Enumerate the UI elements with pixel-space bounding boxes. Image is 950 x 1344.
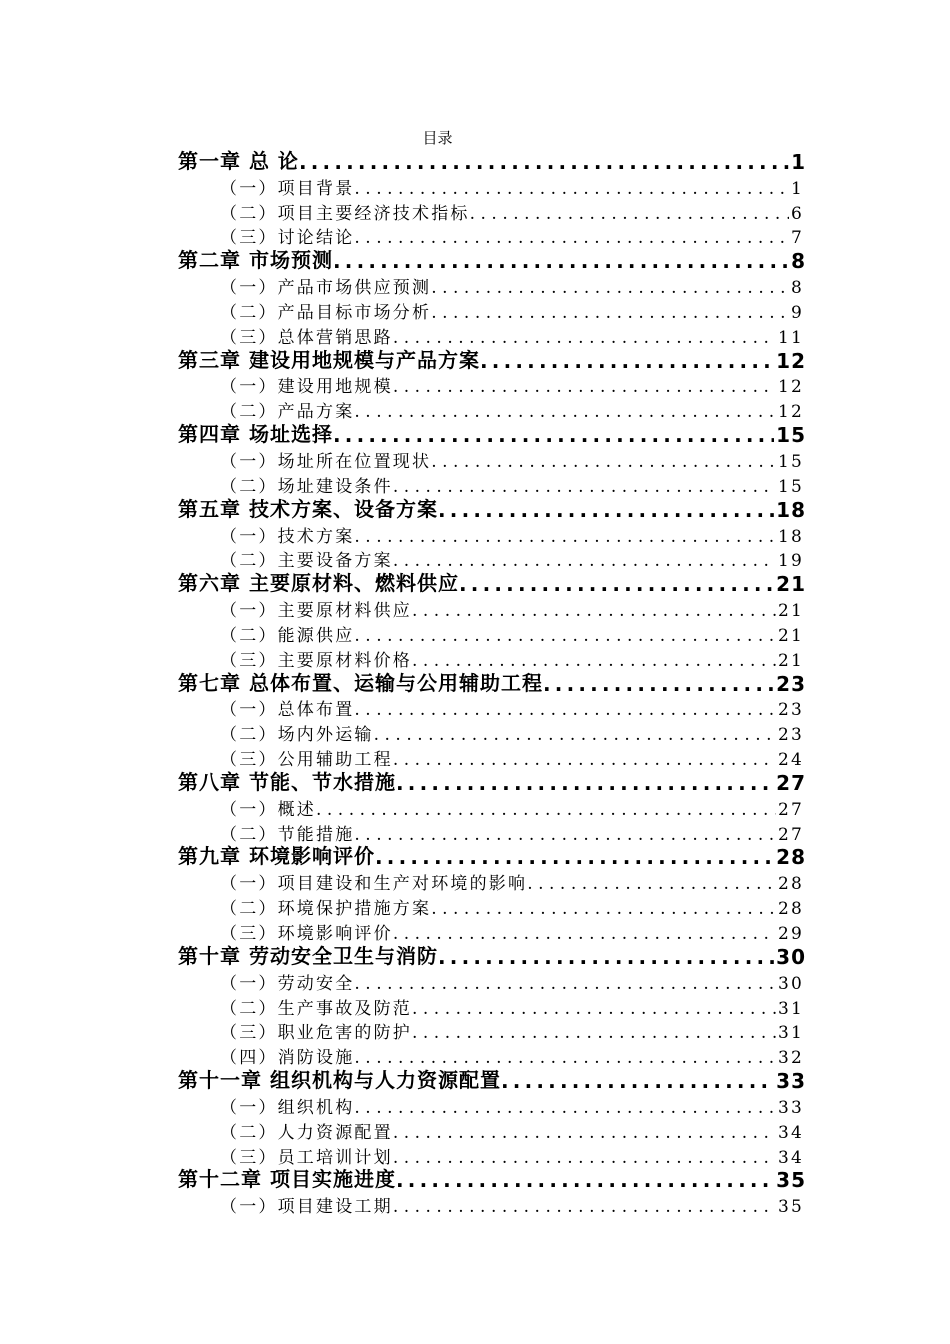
toc-page-number: 34: [777, 1147, 804, 1168]
toc-page-number: 30: [777, 973, 804, 994]
toc-page-number: 15: [777, 451, 804, 472]
toc-page-number: 24: [777, 750, 804, 771]
toc-section-entry[interactable]: [178, 820, 804, 845]
toc-section-entry[interactable]: [178, 273, 804, 298]
toc-section-entry[interactable]: [178, 869, 804, 894]
toc-section-entry[interactable]: [178, 323, 804, 348]
toc-dot-leader: [543, 672, 774, 696]
toc-page-number: 23: [776, 671, 806, 696]
toc-entry-label: （二）环境保护措施方案: [220, 899, 432, 920]
toc-section-entry[interactable]: [178, 522, 804, 547]
toc-dot-leader: [316, 800, 776, 820]
toc-dot-leader: [354, 626, 776, 646]
toc-page-number: 12: [776, 348, 806, 373]
toc-dot-leader: [396, 1168, 774, 1192]
toc-entry-label: 第十一章 组织机构与人力资源配置: [178, 1068, 501, 1093]
toc-page-number: 27: [776, 770, 806, 795]
toc-section-entry[interactable]: [178, 373, 804, 398]
toc-section-entry[interactable]: [178, 969, 804, 994]
toc-entry-label: （二）项目主要经济技术指标: [220, 203, 470, 224]
toc-page-number: 1: [790, 178, 804, 199]
toc-page-number: 35: [776, 1168, 806, 1193]
toc-chapter-entry[interactable]: [178, 571, 806, 596]
toc-dot-leader: [459, 572, 774, 596]
toc-entry-label: （一）概述: [220, 799, 316, 820]
toc-dot-leader: [354, 228, 789, 248]
toc-entry-label: 第七章 总体布置、运输与公用辅助工程: [178, 670, 543, 695]
toc-entry-label: （一）技术方案: [220, 526, 355, 547]
toc-page-number: 19: [777, 551, 804, 572]
toc-dot-leader: [393, 750, 776, 770]
toc-entry-label: （二）节能措施: [220, 824, 355, 845]
toc-dot-leader: [527, 874, 776, 894]
toc-entry-label: （三）职业危害的防护: [220, 1023, 412, 1044]
toc-chapter-entry[interactable]: [178, 671, 806, 696]
toc-dot-leader: [393, 551, 776, 571]
toc-dot-leader: [393, 477, 776, 497]
toc-entry-label: （二）场内外运输: [220, 725, 374, 746]
toc-section-entry[interactable]: [178, 199, 804, 224]
toc-page-number: 29: [777, 924, 804, 944]
toc-dot-leader: [354, 402, 776, 422]
toc-dot-leader: [354, 700, 776, 720]
toc-section-entry[interactable]: [178, 1143, 804, 1168]
toc-chapter-entry[interactable]: [178, 1068, 806, 1093]
toc-page-number: 8: [791, 249, 806, 274]
toc-page-number: 32: [777, 1048, 804, 1069]
toc-entry-label: 第五章 技术方案、设备方案: [178, 496, 438, 521]
toc-dot-leader: [299, 150, 789, 174]
toc-page-number: 21: [777, 625, 804, 646]
toc-page-number: 31: [777, 1023, 804, 1044]
toc-entry-label: （二）场址建设条件: [220, 476, 393, 497]
toc-section-entry[interactable]: [178, 1192, 804, 1217]
toc-page-number: 7: [790, 228, 804, 249]
toc-section-entry[interactable]: [178, 1043, 804, 1068]
toc-section-entry[interactable]: [178, 298, 804, 323]
toc-page-number: 34: [777, 1122, 804, 1143]
toc-section-entry[interactable]: [178, 720, 804, 745]
toc-dot-leader: [438, 498, 774, 522]
toc-page-number: 1: [791, 149, 806, 174]
toc-section-entry[interactable]: [178, 745, 804, 770]
toc-page-number: 18: [777, 526, 804, 547]
toc-section-entry[interactable]: [178, 894, 804, 919]
toc-chapter-entry[interactable]: [178, 149, 806, 174]
toc-entry-label: （四）消防设施: [220, 1048, 355, 1069]
toc-entry-label: （二）生产事故及防范: [220, 998, 412, 1019]
toc-section-entry[interactable]: [178, 447, 804, 472]
toc-dot-leader: [480, 349, 774, 373]
toc-dot-leader: [470, 204, 789, 224]
toc-entry-label: （三）总体营销思路: [220, 327, 393, 348]
toc-entry-label: 第八章 节能、节水措施: [178, 770, 396, 794]
toc-section-entry[interactable]: [178, 919, 804, 944]
toc-section-entry[interactable]: [178, 174, 804, 199]
toc-chapter-entry[interactable]: [178, 770, 806, 795]
toc-section-entry[interactable]: [178, 472, 804, 497]
toc-entry-label: （一）项目建设工期: [220, 1197, 393, 1218]
toc-entry-label: （二）产品方案: [220, 402, 355, 423]
toc-dot-leader: [501, 1069, 774, 1093]
toc-page-number: 27: [777, 824, 804, 845]
toc-entry-label: 第十章 劳动安全卫生与消防: [178, 944, 438, 968]
toc-section-entry[interactable]: [178, 1118, 804, 1143]
toc-entry-label: （一）建设用地规模: [220, 377, 393, 398]
toc-page-number: 12: [777, 377, 804, 398]
toc-dot-leader: [438, 945, 774, 969]
toc-page-number: 33: [777, 1097, 804, 1118]
toc-entry-label: 第十二章 项目实施进度: [178, 1167, 396, 1192]
toc-page-number: 6: [790, 203, 804, 224]
toc-section-entry[interactable]: [178, 547, 804, 572]
toc-page-number: 9: [790, 302, 804, 323]
toc-dot-leader: [431, 303, 789, 323]
toc-dot-leader: [354, 974, 776, 994]
toc-page-number: 11: [777, 327, 804, 348]
toc-entry-label: 第九章 环境影响评价: [178, 844, 375, 869]
toc-dot-leader: [393, 1197, 776, 1217]
toc-entry-label: （二）产品目标市场分析: [220, 302, 432, 323]
toc-section-entry[interactable]: [178, 1019, 804, 1044]
toc-dot-leader: [393, 924, 776, 944]
toc-section-entry[interactable]: [178, 795, 804, 820]
toc-dot-leader: [375, 845, 774, 869]
toc-entry-label: （三）员工培训计划: [220, 1147, 393, 1168]
toc-page-number: 18: [776, 497, 806, 522]
toc-dot-leader: [412, 999, 776, 1019]
toc-section-entry[interactable]: [178, 224, 804, 249]
toc-entry-label: （一）劳动安全: [220, 973, 355, 994]
toc-section-entry[interactable]: [178, 596, 804, 621]
toc-page-number: 23: [777, 725, 804, 746]
toc-page-number: 21: [777, 650, 804, 671]
toc-list: [178, 149, 806, 1217]
toc-entry-label: （一）产品市场供应预测: [220, 278, 432, 299]
toc-chapter-entry[interactable]: [178, 248, 806, 273]
toc-chapter-entry[interactable]: [178, 422, 806, 447]
toc-dot-leader: [354, 825, 776, 845]
toc-entry-label: （一）主要原材料供应: [220, 601, 412, 622]
toc-dot-leader: [396, 771, 774, 795]
toc-dot-leader: [431, 278, 789, 298]
toc-section-entry[interactable]: [178, 621, 804, 646]
toc-entry-label: 第四章 场址选择: [178, 422, 333, 447]
toc-dot-leader: [393, 1148, 776, 1168]
toc-entry-label: （三）公用辅助工程: [220, 750, 393, 771]
toc-dot-leader: [333, 423, 774, 447]
toc-dot-leader: [412, 601, 776, 621]
toc-section-entry[interactable]: [178, 646, 804, 671]
toc-entry-label: 第三章 建设用地规模与产品方案: [178, 347, 480, 372]
toc-page-number: 31: [777, 998, 804, 1019]
toc-chapter-entry[interactable]: [178, 1168, 806, 1193]
toc-chapter-entry[interactable]: [178, 944, 806, 969]
toc-dot-leader: [354, 527, 776, 547]
toc-entry-label: （二）能源供应: [220, 625, 355, 646]
toc-dot-leader: [333, 249, 789, 273]
toc-title: 目录: [422, 129, 453, 147]
toc-page-number: 35: [777, 1197, 804, 1218]
toc-page-number: 28: [776, 845, 806, 870]
toc-section-entry[interactable]: [178, 397, 804, 422]
toc-section-entry[interactable]: [178, 1093, 804, 1118]
toc-page-number: 15: [776, 423, 806, 448]
toc-dot-leader: [393, 377, 776, 397]
toc-section-entry[interactable]: [178, 696, 804, 721]
toc-dot-leader: [393, 328, 776, 348]
toc-dot-leader: [354, 179, 789, 199]
toc-dot-leader: [431, 899, 776, 919]
toc-page-number: 33: [776, 1069, 806, 1094]
toc-chapter-entry[interactable]: [178, 845, 806, 870]
toc-page-number: 21: [777, 601, 804, 622]
toc-entry-label: 第六章 主要原材料、燃料供应: [178, 571, 459, 596]
toc-dot-leader: [431, 452, 776, 472]
toc-page-number: 21: [776, 572, 806, 597]
toc-entry-label: （二）主要设备方案: [220, 551, 393, 572]
toc-entry-label: （三）主要原材料价格: [220, 650, 412, 671]
toc-entry-label: （一）项目背景: [220, 178, 355, 199]
toc-dot-leader: [374, 725, 776, 745]
toc-dot-leader: [354, 1098, 776, 1118]
toc-page-number: 27: [777, 799, 804, 820]
toc-page-number: 8: [790, 278, 804, 299]
toc-page-number: 23: [777, 700, 804, 721]
toc-chapter-entry[interactable]: [178, 497, 806, 522]
toc-page-number: 12: [777, 402, 804, 423]
toc-page-number: 28: [777, 874, 804, 895]
toc-dot-leader: [412, 1023, 776, 1043]
toc-chapter-entry[interactable]: [178, 348, 806, 373]
toc-entry-label: （三）讨论结论: [220, 228, 355, 249]
toc-dot-leader: [393, 1123, 776, 1143]
toc-entry-label: （一）组织机构: [220, 1097, 355, 1118]
toc-entry-label: （一）场址所在位置现状: [220, 451, 432, 472]
toc-entry-label: （二）人力资源配置: [220, 1122, 393, 1143]
toc-entry-label: （一）项目建设和生产对环境的影响: [220, 874, 528, 895]
toc-page-number: 15: [777, 476, 804, 497]
toc-entry-label: 第一章 总 论: [178, 149, 299, 173]
toc-page-number: 28: [777, 899, 804, 920]
toc-entry-label: （三）环境影响评价: [220, 924, 393, 944]
toc-entry-label: 第二章 市场预测: [178, 248, 333, 273]
toc-section-entry[interactable]: [178, 994, 804, 1019]
toc-entry-label: （一）总体布置: [220, 700, 355, 721]
toc-dot-leader: [412, 651, 776, 671]
toc-page-number: 30: [776, 944, 806, 969]
toc-dot-leader: [354, 1048, 776, 1068]
